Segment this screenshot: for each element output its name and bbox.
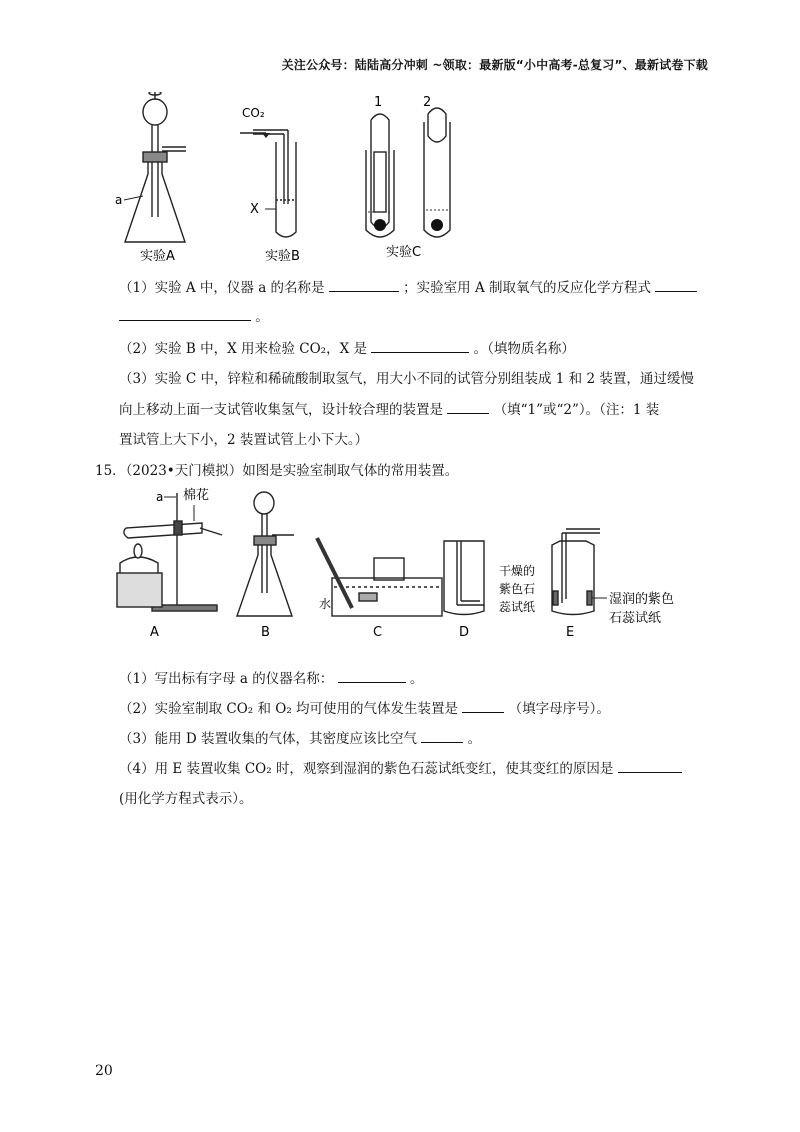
q14-part1-text-a: （1）实验 A 中，仪器 a 的名称是 (119, 280, 325, 296)
label-a-q15: a (156, 490, 164, 504)
label-co2: CO₂ (242, 106, 265, 120)
q14-part3-line1: （3）实验 C 中，锌粒和稀硫酸制取氢气，用大小不同的试管分别组装成 1 和 2 装置，通过缓慢 (119, 371, 694, 387)
q14-part1-line1 (119, 276, 697, 296)
q15-part1-line (119, 667, 423, 687)
q15-part4-text-a: （4）用 E 装置收集 CO₂ 时，观察到湿润的紫色石蕊试纸变红，使其变红的原因是 (119, 761, 614, 777)
figure-gas-apparatus-svg (112, 483, 692, 643)
caption-e: E (566, 625, 575, 640)
figure-gas-apparatus (112, 483, 692, 643)
label-tube-1: 1 (374, 95, 383, 110)
page-number: 20 (95, 1063, 113, 1079)
blank-instrument-name[interactable] (329, 279, 399, 292)
tube-b-apparatus (253, 130, 296, 237)
apparatus-d (444, 541, 484, 615)
tubes-c-apparatus (366, 108, 450, 237)
blank-reasonable-device[interactable] (447, 401, 489, 414)
label-cotton: 棉花 (183, 488, 210, 503)
q15-part3-text-a: （3）能用 D 装置收集的气体，其密度应该比空气 (119, 731, 417, 747)
q14-part3-line3: 置试管上大下小，2 装置试管上小下大。） (119, 432, 369, 448)
q14-part1-text-c: 。 (255, 309, 269, 325)
q15-title: 15．（2023•天门模拟）如图是实验室制取气体的常用装置。 (95, 463, 459, 479)
label-x: X (250, 202, 259, 217)
blank-instrument-a[interactable] (338, 670, 406, 683)
flask-a-apparatus (125, 92, 186, 242)
q15-part1-text-a: （1）写出标有字母 a 的仪器名称： (119, 671, 334, 687)
label-water: 水 (319, 597, 332, 611)
label-a: a (115, 193, 123, 207)
apparatus-e (552, 529, 600, 615)
blank-equation-end[interactable] (119, 308, 251, 321)
caption-a: A (150, 625, 159, 640)
figure-experiments-abc (110, 92, 470, 267)
q14-part1-text-b: ；实验室用 A 制取氧气的反应化学方程式 (403, 280, 651, 296)
apparatus-a (117, 493, 222, 611)
caption-d: D (459, 625, 470, 640)
label-wet-line1: 湿润的紫色 (609, 592, 675, 607)
figure-experiments-svg (110, 92, 470, 267)
caption-exp-c: 实验C (386, 245, 422, 260)
q14-part2-text-b: 。（填物质名称） (473, 341, 575, 357)
caption-c: C (373, 625, 383, 640)
q15-part3-line (119, 727, 481, 747)
label-wet-line2: 石蕊试纸 (609, 611, 662, 626)
apparatus-c (317, 538, 442, 616)
q15-part4-line2: (用化学方程式表示）。 (119, 791, 253, 807)
label-dry-line1: 干燥的 (499, 564, 536, 578)
page-header: 关注公众号：陆陆高分冲刺 ~领取：最新版“小中高考-总复习”、最新试卷下载 (281, 58, 708, 72)
apparatus-b (237, 492, 294, 616)
blank-generator[interactable] (462, 700, 504, 713)
blank-x-substance[interactable] (371, 340, 469, 353)
caption-b: B (261, 625, 270, 640)
label-dry-line2: 紫色石 (499, 582, 536, 596)
q15-part2-text-b: （填字母序号）。 (508, 701, 610, 717)
q15-part4-line1 (119, 757, 682, 777)
blank-equation-start[interactable] (655, 279, 697, 292)
q15-part2-line (119, 697, 610, 717)
q14-part1-line2 (119, 305, 269, 325)
q14-part2-line (119, 337, 575, 357)
q14-part3-line2 (119, 398, 659, 418)
q15-part1-text-b: 。 (409, 671, 424, 687)
q15-part3-text-b: 。 (467, 731, 482, 747)
caption-exp-a: 实验A (140, 249, 175, 264)
blank-density[interactable] (421, 730, 463, 743)
q14-part2-text-a: （2）实验 B 中，X 用来检验 CO₂，X 是 (119, 341, 367, 357)
caption-exp-b: 实验B (265, 249, 300, 264)
label-tube-2: 2 (423, 95, 432, 110)
blank-red-equation[interactable] (618, 760, 682, 773)
q14-part3-text-a: 向上移动上面一支试管收集氢气，设计较合理的装置是 (119, 402, 443, 418)
q14-part3-text-b: （填“1”或“2”）。（注：1 装 (493, 402, 660, 418)
label-dry-line3: 蕊试纸 (499, 600, 536, 614)
q15-part2-text-a: （2）实验室制取 CO₂ 和 O₂ 均可使用的气体发生装置是 (119, 701, 459, 717)
